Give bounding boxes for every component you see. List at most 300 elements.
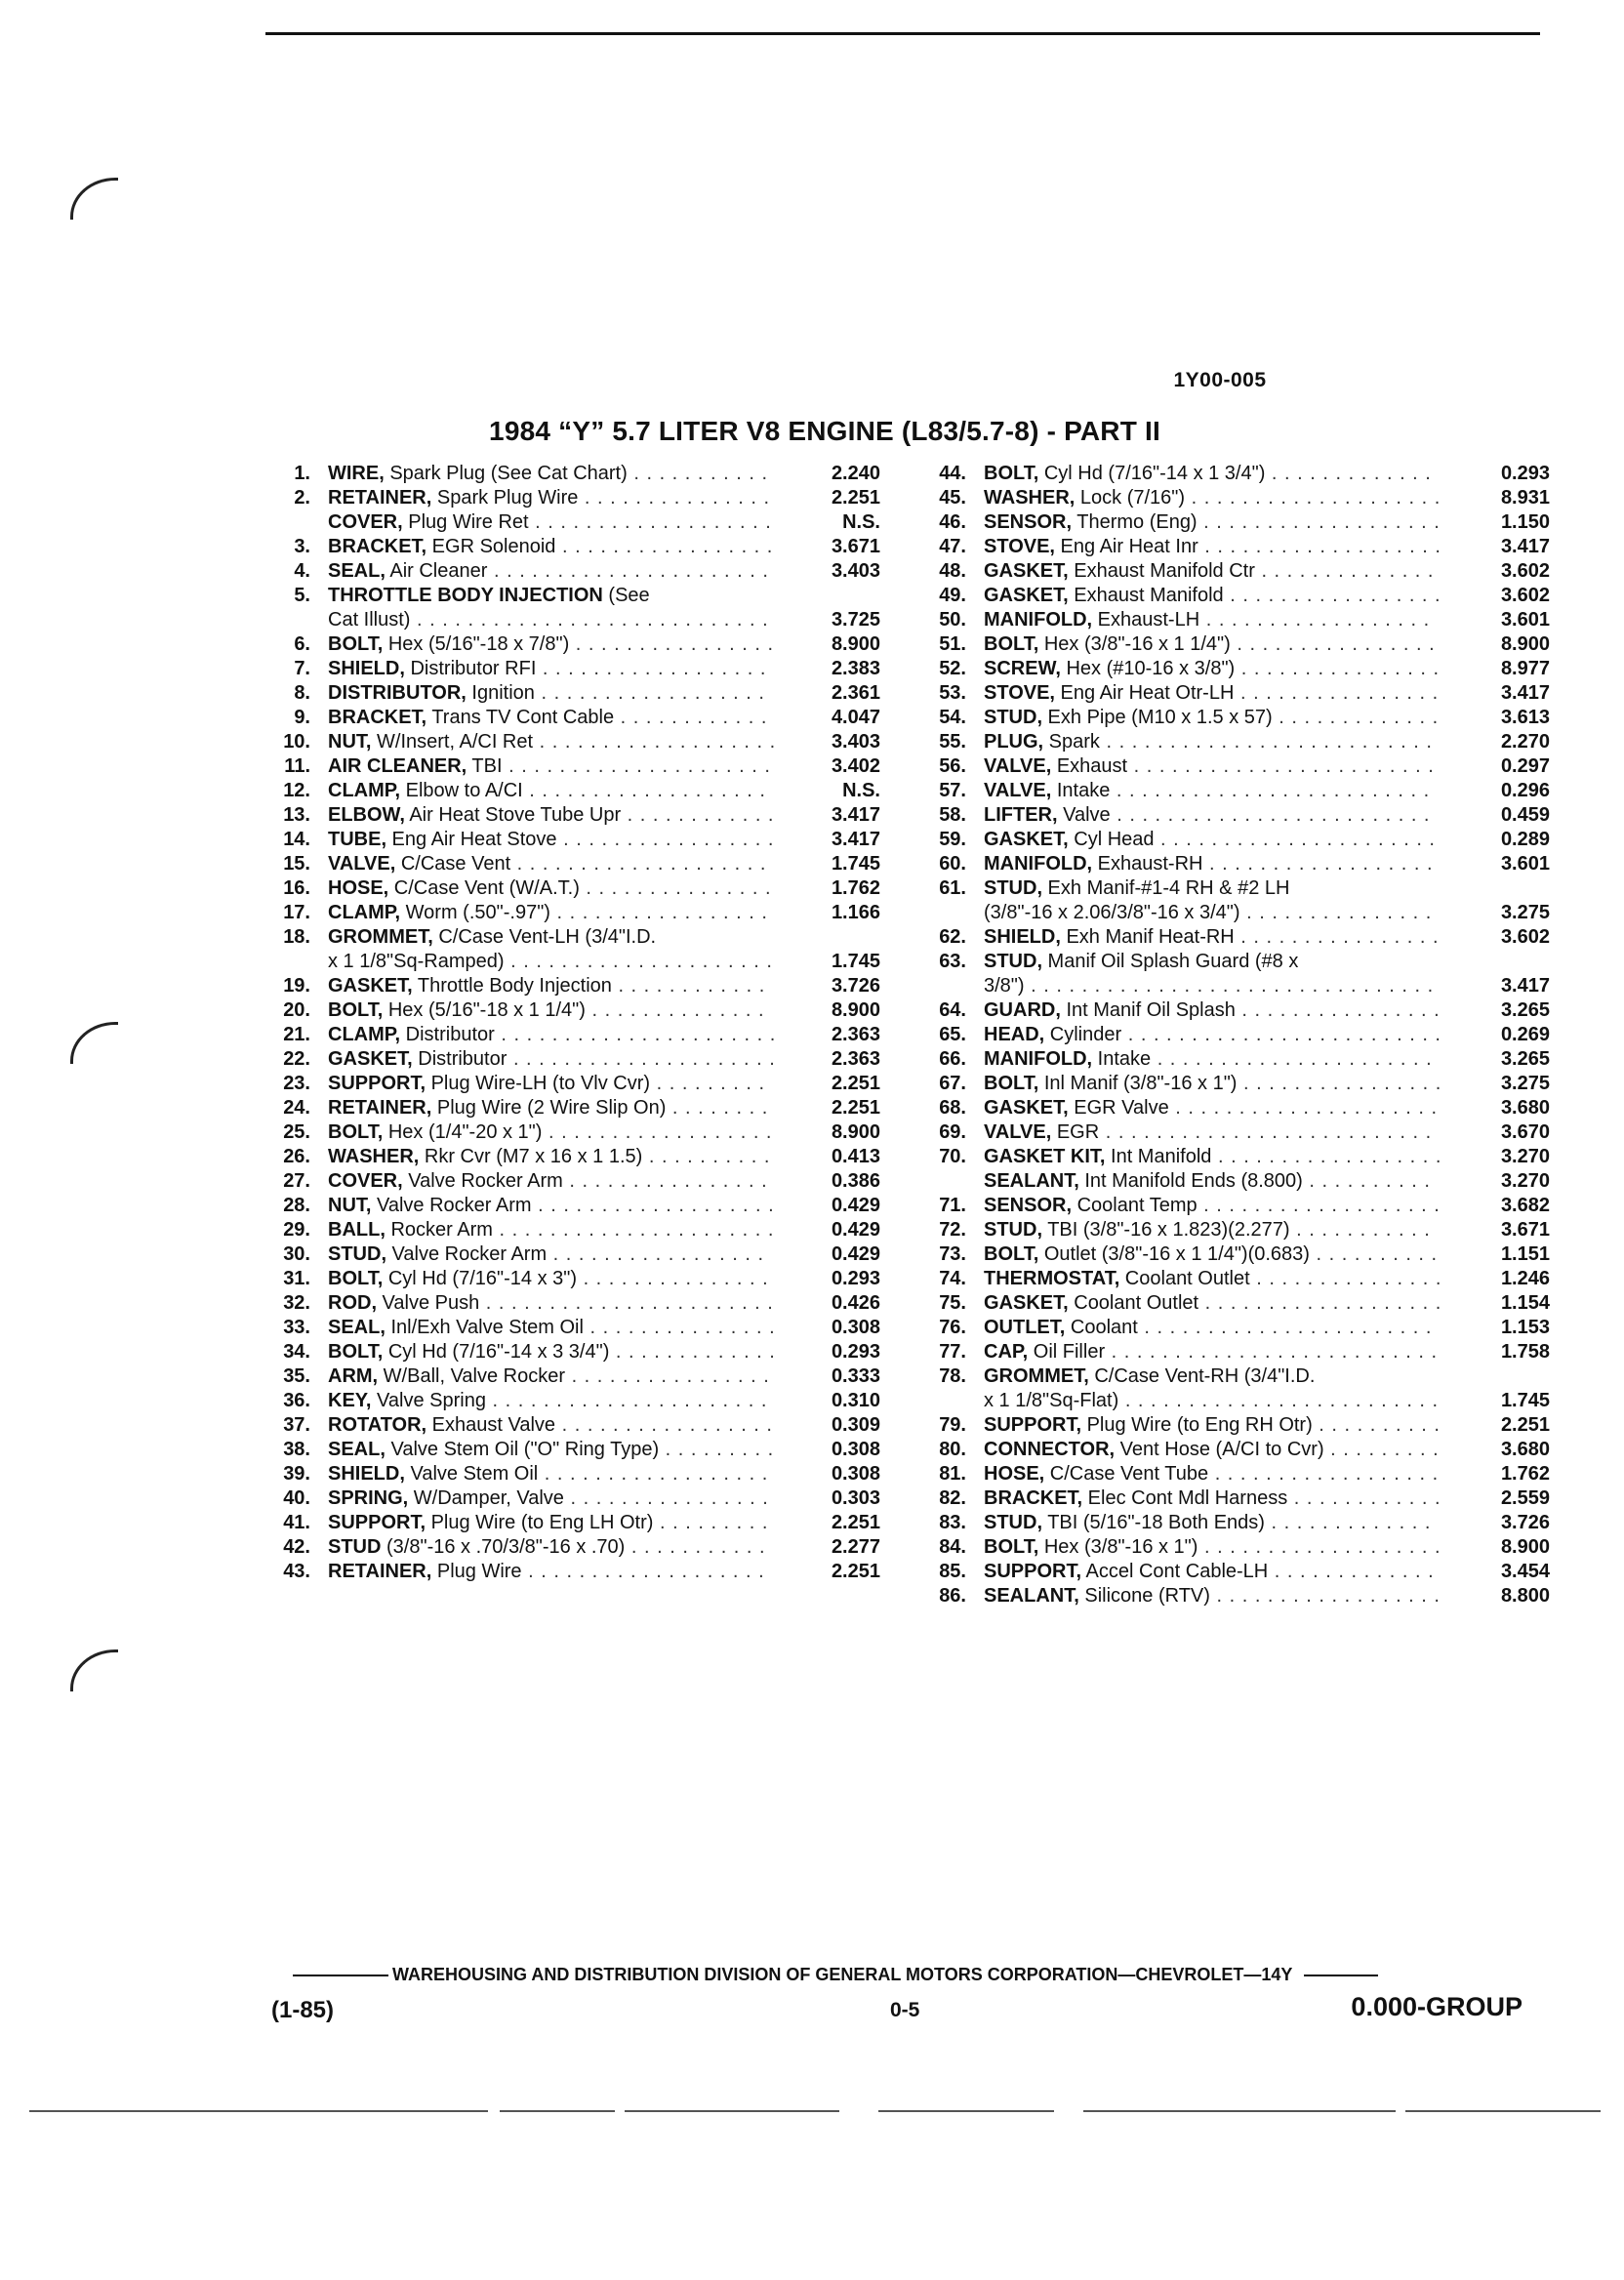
part-group-code: 0.308 [831,1463,880,1485]
part-description-line [328,925,773,950]
part-row [919,1242,1563,1267]
part-row [919,632,1563,657]
part-detail: TBI (3/8"-16 x 1.823)(2.277) [1042,1219,1290,1241]
part-row [264,1096,888,1120]
part-description-line [984,584,1441,608]
part-description-line [328,828,774,852]
part-description [328,925,773,974]
part-description-line [984,1047,1433,1072]
part-detail: Valve [1057,804,1111,826]
part-detail: C/Case Vent (W/A.T.) [388,877,580,899]
part-row [264,657,888,681]
leader-dots: . . . . . . . . . [653,1512,769,1533]
part-detail: Int Manif Oil Splash [1060,999,1236,1021]
part-number: 55. [939,731,966,753]
part-detail: Exhaust-LH [1092,609,1200,631]
part-number: 19. [283,975,310,997]
part-description [984,998,1441,1023]
part-number: 83. [939,1512,966,1533]
part-row [919,1194,1563,1218]
part-description [328,462,768,486]
part-description-line-2 [984,1389,1439,1413]
part-name: THERMOSTAT, [984,1268,1120,1289]
leader-dots: . . . . . . . . . . . . . . . . . . . [1197,511,1441,533]
part-number: 30. [283,1243,310,1265]
part-row [264,1340,888,1364]
part-row [919,1267,1563,1291]
part-description [328,510,772,535]
part-number: 84. [939,1536,966,1558]
part-description [984,852,1434,876]
part-group-code: 3.671 [831,536,880,557]
part-name: SENSOR, [984,511,1073,533]
part-row [264,1560,888,1584]
part-detail: EGR Solenoid [426,536,556,557]
part-detail: Hex (5/16"-18 x 7/8") [383,633,570,655]
part-row [919,486,1563,510]
part-name: SUPPORT, [984,1414,1082,1436]
part-description-line [328,1389,767,1413]
part-number: 51. [939,633,966,655]
part-name: SPRING, [328,1487,409,1509]
part-description [984,706,1439,730]
leader-dots: . . . . . . . . . . . . . . . . . . . . . . [1151,1048,1433,1070]
part-description [328,779,766,803]
part-number: 12. [283,780,310,801]
part-name: GASKET, [328,1048,413,1070]
part-description [984,754,1435,779]
part-description-line [984,1023,1441,1047]
part-description-line [328,876,772,901]
part-row [264,1194,888,1218]
part-detail: EGR Valve [1068,1097,1169,1119]
leader-dots: . . . . . . . . . . . . . . [1254,560,1435,582]
part-detail: Lock (7/16") [1075,487,1186,509]
part-detail: Air Heat Stove Tube Upr [404,804,622,826]
part-description-line [328,1120,773,1145]
part-name: SUPPORT, [984,1561,1082,1582]
part-description [328,657,766,681]
leader-dots: . . . . . . . . . . . . . . . [579,877,772,899]
part-row [919,1584,1563,1608]
part-description-line [984,730,1433,754]
part-name: BOLT, [984,1073,1039,1094]
part-name: PLUG, [984,731,1044,753]
footer-publisher [293,1965,1522,1985]
leader-dots: . . . . . . . . . . . . . . . . . . [1211,1146,1442,1167]
part-name: SHIELD, [984,926,1061,948]
part-description [984,1291,1441,1316]
part-row [919,779,1563,803]
part-name: NUT, [328,1195,372,1216]
part-group-code: 3.403 [831,560,880,582]
bottom-dash-6 [1405,2110,1601,2112]
part-group-code: 2.363 [831,1024,880,1045]
part-description-line-2 [328,608,769,632]
part-detail: Rocker Arm [385,1219,493,1241]
part-row [264,730,888,754]
part-row [919,1096,1563,1120]
part-group-code: 0.309 [831,1414,880,1436]
part-description-line [328,510,772,535]
part-group-code: 2.251 [831,1097,880,1119]
part-name: WIRE, [328,463,385,484]
part-name: GASKET, [328,975,413,997]
part-name: MANIFOLD, [984,853,1093,875]
part-group-code: 0.310 [831,1390,880,1411]
leader-dots: . . . . . . . . . . . . . . . . . . . . . . [485,1390,768,1411]
part-group-code: 3.601 [1500,853,1550,875]
part-number: 48. [939,560,966,582]
part-group-code: 8.977 [1500,658,1550,679]
part-number: 20. [283,999,310,1021]
part-number: 72. [939,1219,966,1241]
part-description [984,1316,1432,1340]
part-description-line [984,1560,1435,1584]
part-detail: Trans TV Cont Cable [426,707,615,728]
part-description-line [984,1364,1439,1389]
part-description-line [328,1316,776,1340]
part-description-line [328,730,776,754]
leader-dots: . . . . . . . . . . . . . . . . [1235,658,1441,679]
part-number: 24. [283,1097,310,1119]
part-name: VALVE, [328,853,396,875]
part-description-line [984,950,1434,974]
leader-dots: . . . . . . . . . . . . . . . . . [549,902,768,923]
part-description-line [328,706,767,730]
part-group-code: 3.682 [1500,1195,1550,1216]
part-name: SUPPORT, [328,1512,426,1533]
part-group-code: 2.277 [831,1536,880,1558]
leader-dots: . . . . . . . . . . . . . . . [583,1317,776,1338]
part-number: 77. [939,1341,966,1363]
part-group-code: 3.602 [1500,585,1550,606]
part-description-line [328,1438,774,1462]
part-detail: Accel Cont Cable-LH [1081,1561,1269,1582]
part-description-line [984,1194,1441,1218]
part-row [264,510,888,535]
part-number: 26. [283,1146,310,1167]
part-description [328,559,769,584]
footer-group: 0.000-GROUP [1351,1992,1522,2021]
part-description-line [984,828,1436,852]
part-row [919,510,1563,535]
leader-dots: . . . . . . . . . . . . . [1272,707,1440,728]
part-name: STUD [328,1536,382,1558]
part-group-code: 0.308 [831,1317,880,1338]
part-description [984,803,1431,828]
part-name: KEY, [328,1390,372,1411]
part-name: ROD, [328,1292,377,1314]
leader-dots: . . . . . . . . . . . . . . . . . . . [1198,1292,1442,1314]
part-name: STUD, [984,951,1042,972]
part-row [919,706,1563,730]
part-group-code: 1.762 [1500,1463,1550,1485]
part-detail: Cyl Hd (7/16"-14 x 3") [383,1268,578,1289]
part-row [264,535,888,559]
part-group-code: 3.726 [1500,1512,1550,1533]
part-number: 32. [283,1292,310,1314]
part-description [984,950,1434,998]
part-row [919,535,1563,559]
part-group-code: 0.296 [1500,780,1550,801]
part-group-code: 8.800 [1500,1585,1550,1607]
part-detail: Hex (1/4"-20 x 1") [383,1121,543,1143]
part-number: 11. [284,755,310,777]
part-description [328,1145,770,1169]
part-name: GASKET, [984,585,1069,606]
part-description-line [984,1072,1441,1096]
part-group-code: 2.363 [831,1048,880,1070]
part-detail: Throttle Body Injection [412,975,612,997]
part-name: BOLT, [984,633,1039,655]
leader-dots: . . . . . . . . . . . . . . . . [1234,926,1440,948]
part-name: LIFTER, [984,804,1058,826]
part-group-code: 0.429 [831,1219,880,1241]
part-description-line [984,559,1434,584]
part-number: 8. [294,682,310,704]
footer-page-number: 0-5 [890,1999,920,2021]
part-name: SCREW, [984,658,1061,679]
part-detail: Hex (5/16"-18 x 1 1/4") [383,999,586,1021]
leader-dots: . . . . . . . . . . . . . . . . . . . . . . . . . [1118,1390,1440,1411]
part-group-code: 3.725 [831,609,880,631]
leader-dots: . . . . . . . . . . . [625,1536,766,1558]
part-description-line [328,584,769,608]
part-description-line [984,1145,1441,1169]
part-number: 31. [283,1268,310,1289]
part-description-line [328,998,765,1023]
part-description [984,657,1440,681]
part-name: CLAMP, [328,780,401,801]
part-number: 36. [283,1390,310,1411]
part-description [328,1560,765,1584]
part-description-line [984,486,1441,510]
part-description-line [328,1145,770,1169]
part-name: SEAL, [328,1317,386,1338]
part-description [984,584,1441,608]
part-detail: W/Insert, A/CI Ret [371,731,534,753]
part-description [328,852,766,876]
bottom-dash-1 [29,2110,488,2112]
part-row [264,901,888,925]
part-row [919,1535,1563,1560]
part-description [984,1023,1441,1047]
parts-list-right [919,462,1563,1608]
part-detail: Int Manifold Ends (8.800) [1078,1170,1303,1192]
part-detail: TBI [467,755,503,777]
part-number: 70. [939,1146,966,1167]
part-detail: Elec Cont Mdl Harness [1082,1487,1288,1509]
part-description [984,1560,1435,1584]
part-row [919,803,1563,828]
part-description [328,1023,776,1047]
leader-dots: . . . . . . . . . . . . . . . . [563,1487,769,1509]
part-detail: Inl/Exh Valve Stem Oil [385,1317,584,1338]
part-name: BOLT, [984,1243,1039,1265]
part-description-line [984,852,1434,876]
part-row [264,1047,888,1072]
part-description-line [328,462,768,486]
parts-list-left [264,462,888,1584]
leader-dots: . . . . . . . . . . . . . . . . [565,1365,770,1387]
part-description-line [328,1413,773,1438]
leader-dots: . . . . . . . . . . . . . . . . . . [536,658,767,679]
part-description [984,1413,1441,1438]
part-name: VALVE, [984,755,1052,777]
part-detail: C/Case Vent Tube [1044,1463,1209,1485]
part-name: COVER, [328,1170,403,1192]
part-number: 39. [283,1463,310,1485]
part-detail-2: x 1 1/8"Sq-Ramped) [328,951,505,972]
leader-dots: . . . . . . . . . . . . [1287,1487,1441,1509]
part-number: 67. [939,1073,966,1094]
part-description [984,1145,1441,1169]
part-description-line [328,1047,776,1072]
part-description [984,1267,1441,1291]
part-description-line [328,852,766,876]
part-number: 22. [283,1048,310,1070]
leader-dots: . . . . . . . . . . . . . [609,1341,776,1363]
leader-dots: . . . . . . . . . . . . . . . . . . . . . . [494,1024,777,1045]
part-detail: Exh Manif-#1-4 RH & #2 LH [1042,877,1290,899]
part-group-code: 4.047 [831,707,880,728]
part-detail: Valve Rocker Arm [386,1243,548,1265]
part-name: RETAINER, [328,1561,432,1582]
part-number: 76. [939,1317,966,1338]
part-detail: TBI (5/16"-18 Both Ends) [1042,1512,1265,1533]
part-group-code: 1.745 [831,951,880,972]
part-row [264,998,888,1023]
part-detail: Eng Air Heat Stove [386,829,557,850]
part-row [919,1511,1563,1535]
part-description-line [984,1096,1438,1120]
part-name: BOLT, [328,1341,384,1363]
part-name: DISTRIBUTOR, [328,682,467,704]
part-description [328,876,772,901]
part-group-code: 8.900 [1500,633,1550,655]
part-name: ELBOW, [328,804,405,826]
part-number: 7. [294,658,310,679]
part-description [984,1242,1438,1267]
part-row [919,876,1563,925]
document-id: 1Y00-005 [1173,369,1267,391]
part-group-code: 2.559 [1500,1487,1550,1509]
part-row [919,584,1563,608]
part-description [984,1364,1439,1413]
part-detail: Cyl Hd (7/16"-14 x 1 3/4") [1038,463,1266,484]
part-description-line [984,657,1440,681]
part-detail: Eng Air Heat Otr-LH [1055,682,1235,704]
part-detail: Valve Rocker Arm [402,1170,563,1192]
part-number: 66. [939,1048,966,1070]
part-group-code: 1.153 [1500,1317,1550,1338]
part-detail: Coolant Outlet [1119,1268,1250,1289]
part-number: 37. [283,1414,310,1436]
part-name: BOLT, [328,1121,384,1143]
part-number: 68. [939,1097,966,1119]
part-description-line-2 [328,950,773,974]
bottom-dash-2 [500,2110,615,2112]
part-number: 6. [294,633,310,655]
part-number: 15. [283,853,310,875]
part-description-line [984,608,1430,632]
part-name: SEAL, [328,560,386,582]
scan-mark-top [70,178,118,220]
part-name: GROMMET, [328,926,433,948]
part-group-code: 0.303 [831,1487,880,1509]
part-description [328,1047,776,1072]
part-description [328,901,768,925]
part-group-code: 3.275 [1500,1073,1550,1094]
part-number: 21. [283,1024,310,1045]
part-description [984,632,1436,657]
leader-dots: . . . . . . . . . . . . . . . . . . [1209,1585,1441,1607]
part-name: MANIFOLD, [984,609,1093,631]
part-detail: Exh Manif Heat-RH [1060,926,1235,948]
part-description-line [328,681,765,706]
part-description [984,559,1434,584]
part-description [984,1486,1441,1511]
part-number: 54. [939,707,966,728]
part-row [919,608,1563,632]
part-row [919,754,1563,779]
part-detail: Hex (3/8"-16 x 1") [1038,1536,1198,1558]
part-description [328,1218,774,1242]
part-number: 73. [939,1243,966,1265]
part-description [328,754,771,779]
leader-dots: . . . . . . . . . . . . . . . . [562,1170,768,1192]
part-name: TUBE, [328,829,386,850]
leader-dots: . . . . . . . . . . . . . . . . . . . [522,780,766,801]
part-name: SEAL, [328,1439,386,1460]
part-name: BRACKET, [328,536,427,557]
leader-dots: . . . . . . . . . . . . . . . . . . . . . . . . . . [1099,731,1433,753]
leader-dots: . . . . . . . . . . . . . . . . . . [534,682,765,704]
part-description [328,1389,767,1413]
part-description-line [328,974,765,998]
part-name: BALL, [328,1219,386,1241]
part-detail: W/Ball, Valve Rocker [378,1365,566,1387]
part-name: RETAINER, [328,1097,432,1119]
part-detail: Plug Wire (2 Wire Slip On) [431,1097,667,1119]
part-number: 16. [283,877,310,899]
leader-dots: . . . . . . . . . . . . . . . . . . . . . . . . . [1110,780,1431,801]
leader-dots: . . . . . . . . . . . . . . . . [1234,682,1440,704]
leader-dots: . . . . . . . . . . . . . . . . . . . . . . [492,1219,775,1241]
part-detail: Distributor [400,1024,495,1045]
part-group-code: 8.900 [831,1121,880,1143]
part-description [328,681,765,706]
scan-mark-middle [70,1022,118,1064]
part-description [328,1438,774,1462]
part-group-code: 0.333 [831,1365,880,1387]
part-description [984,1096,1438,1120]
part-description [328,1096,768,1120]
part-description-line [328,1486,769,1511]
part-detail: Hex (#10-16 x 3/8") [1060,658,1236,679]
part-group-code: 3.417 [831,804,880,826]
leader-dots: . . . . . . . . [666,1097,769,1119]
leader-dots: . . . . . . . . . . . . . . . . . . [1199,609,1431,631]
part-description [328,1316,776,1340]
part-name: WASHER, [328,1146,420,1167]
part-detail: Vent Hose (A/CI to Cvr) [1115,1439,1324,1460]
part-number: 75. [939,1292,966,1314]
part-row [919,1316,1563,1340]
part-description-line [984,1267,1441,1291]
part-number: 78. [939,1365,966,1387]
